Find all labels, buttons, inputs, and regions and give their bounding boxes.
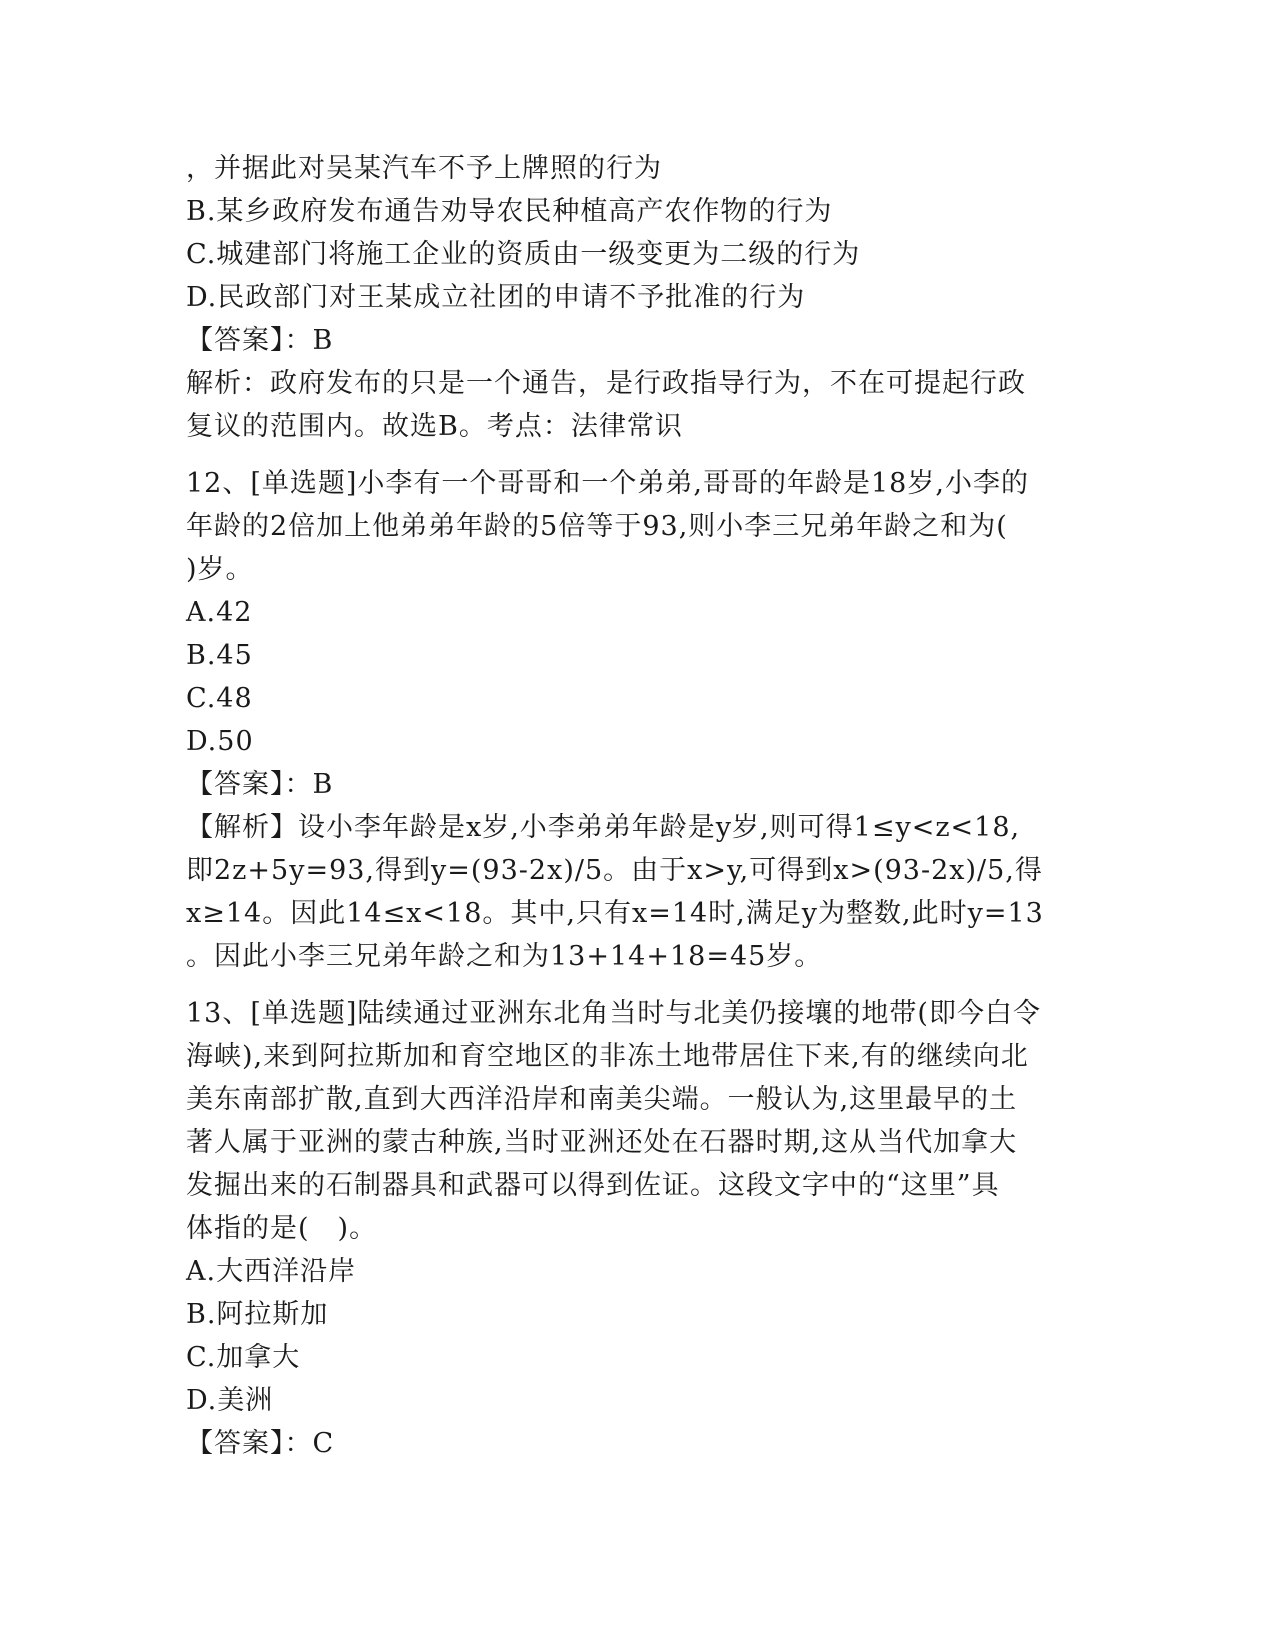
q13-stem-line: 体指的是( )。 — [186, 1213, 378, 1244]
q11-analysis-line: 解析：政府发布的只是一个通告，是行政指导行为，不在可提起行政 — [186, 368, 1026, 399]
q12-stem-line: 年龄的2倍加上他弟弟年龄的5倍等于93,则小李三兄弟年龄之和为( — [186, 511, 1008, 542]
q12-option-d: D.50 — [186, 726, 254, 757]
q13-stem-line: 美东南部扩散,直到大西洋沿岸和南美尖端。一般认为,这里最早的土 — [186, 1084, 1018, 1115]
q13-stem-line: 著人属于亚洲的蒙古种族,当时亚洲还处在石器时期,这从当代加拿大 — [186, 1127, 1018, 1158]
q11-stem-continuation: ，并据此对吴某汽车不予上牌照的行为 — [186, 153, 662, 184]
q12-option-a: A.42 — [186, 597, 253, 628]
q11-option-b: B.某乡政府发布通告劝导农民种植高产农作物的行为 — [186, 196, 833, 227]
q12-analysis-line: 。因此小李三兄弟年龄之和为13+14+18=45岁。 — [186, 941, 823, 972]
q13-option-a: A.大西洋沿岸 — [186, 1256, 357, 1287]
document-page — [186, 147, 1086, 1465]
q13-option-c: C.加拿大 — [186, 1342, 301, 1373]
q12-stem-line: 12、[单选题]小李有一个哥哥和一个弟弟,哥哥的年龄是18岁,小李的 — [186, 468, 1029, 499]
q13-stem-line: 发掘出来的石制器具和武器可以得到佐证。这段文字中的“这里”具 — [186, 1170, 1000, 1201]
q12-option-b: B.45 — [186, 640, 253, 671]
q11-option-d: D.民政部门对王某成立社团的申请不予批准的行为 — [186, 282, 806, 313]
q13-option-d: D.美洲 — [186, 1385, 274, 1416]
q12-analysis-line: 【解析】设小李年龄是x岁,小李弟弟年龄是y岁,则可得1≤y<z<18, — [186, 812, 1021, 843]
spacer — [186, 448, 1086, 462]
q12-option-c: C.48 — [186, 683, 253, 714]
q11-answer: 【答案】：B — [186, 325, 334, 356]
q12-analysis-line: x≥14。因此14≤x<18。其中,只有x=14时,满足y为整数,此时y=13 — [186, 898, 1044, 929]
q12-analysis-line: 即2z+5y=93,得到y=(93-2x)/5。由于x>y,可得到x>(93-2x)/5,得 — [186, 855, 1043, 886]
q13-option-b: B.阿拉斯加 — [186, 1299, 329, 1330]
q11-analysis-line: 复议的范围内。故选B。考点：法律常识 — [186, 411, 683, 442]
q12-answer: 【答案】：B — [186, 769, 334, 800]
q11-option-c: C.城建部门将施工企业的资质由一级变更为二级的行为 — [186, 239, 861, 270]
q13-answer: 【答案】：C — [186, 1428, 335, 1459]
q12-stem-line: )岁。 — [186, 554, 254, 585]
q13-stem-line: 海峡),来到阿拉斯加和育空地区的非冻土地带居住下来,有的继续向北 — [186, 1041, 1029, 1072]
q13-stem-line: 13、[单选题]陆续通过亚洲东北角当时与北美仍接壤的地带(即今白令 — [186, 998, 1041, 1029]
spacer — [186, 978, 1086, 992]
